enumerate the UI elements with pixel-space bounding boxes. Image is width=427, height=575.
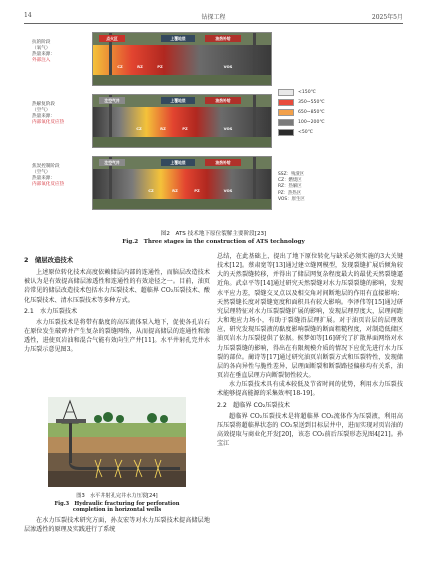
right-column xyxy=(217,252,403,448)
stage-label-1 xyxy=(32,40,90,64)
heat-box: 油热补给 xyxy=(205,159,241,166)
figure-2-caption-en: Fig.2 Three stages in the construction of ATS technology xyxy=(122,239,305,245)
production-well xyxy=(253,33,256,75)
base-layer xyxy=(93,75,271,86)
figure-3-caption-en-line1: Fig.3 Hydraulic fracturing for perforation xyxy=(54,501,180,507)
reservoir-layer xyxy=(93,45,271,75)
heat-box: 油热补给 xyxy=(205,97,241,104)
legend-swatch xyxy=(278,109,294,116)
header-rule xyxy=(24,23,403,24)
figure-3-caption-cn: 图3 水平井射孔完井水力压裂[24] xyxy=(76,493,158,499)
legend-row xyxy=(278,118,378,127)
cz-label: CZ xyxy=(136,126,142,131)
legend-row xyxy=(278,128,378,137)
stage-2-gas: （空气） xyxy=(32,108,51,113)
journal-name: 钻探工程 xyxy=(201,14,226,21)
cz-label: CZ xyxy=(117,64,123,69)
stage-3-diagram xyxy=(92,156,272,210)
zone-legend-item: CZ：燃烧区 xyxy=(278,178,302,184)
legend-label: 100~200℃ xyxy=(298,120,325,125)
boundary-box: 上覆地层 xyxy=(161,35,195,42)
legend-swatch xyxy=(278,129,294,136)
paragraph: 水力压裂技术具有成本较低及节省时间的优势，利用水力压裂技术能够提高能源的采集效率[18-19]。 xyxy=(217,381,403,398)
stage-2-title: 热解复阶段 xyxy=(32,102,55,107)
zone-legend-item: RZ：热解区 xyxy=(278,184,302,190)
stage-3-source: 内部氧化反应热 xyxy=(32,182,65,187)
stage-1-gas: （氧气） xyxy=(32,46,51,51)
temperature-legend xyxy=(278,88,378,138)
section-heading: 2 储层改造技术 xyxy=(24,256,74,264)
injection-box: 注空气井 xyxy=(99,97,125,104)
pz-label: PZ xyxy=(182,126,188,131)
paragraph: 超临界 CO₂压裂技术是将超临界 CO₂流体作为压裂液，利用高压压裂将超临界状态的 CO₂泵送到目标层井中，进而实现对页岩油的高效提取与商业化开发[20]，该态 CO₂前后压裂形态见图4[21]。孙宝江 xyxy=(217,412,403,448)
pz-label: PZ xyxy=(157,64,163,69)
legend-label: 350~550℃ xyxy=(298,100,325,105)
zone-legend-item: PZ：热热区 xyxy=(278,190,302,196)
figure-3-caption-en-line2: completion in horizontal wells xyxy=(72,507,162,513)
boundary-box: 上覆地层 xyxy=(161,97,195,104)
stage-2-diagram xyxy=(92,94,272,148)
zone-legend-item: VOS：原生区 xyxy=(278,196,305,202)
base-layer xyxy=(93,199,271,210)
figure-2 xyxy=(32,30,394,222)
legend-swatch xyxy=(278,99,294,106)
legend-swatch xyxy=(278,119,294,126)
stage-3-gas: （空气） xyxy=(32,170,51,175)
reservoir-layer xyxy=(93,107,271,137)
rz-label: RZ xyxy=(160,126,166,131)
rz-label: RZ xyxy=(172,188,178,193)
zone-legend-item: SSZ：残渣区 xyxy=(278,172,305,177)
legend-row xyxy=(278,108,378,117)
stage-3-title: 焦炭控制阶段 xyxy=(32,164,60,169)
stage-label-2 xyxy=(32,102,90,126)
stage-label-3 xyxy=(32,164,90,188)
rz-label: RZ xyxy=(137,64,143,69)
heat-box: 油热补给 xyxy=(205,35,241,42)
stage-1-source-label: 热量来源： xyxy=(32,52,55,57)
vos-label: VOS xyxy=(223,64,233,69)
stage-1-title: 抗的阶段 xyxy=(32,40,51,45)
zone-legend xyxy=(278,172,378,203)
pz-label: PZ xyxy=(194,188,200,193)
issue-date: 2025年5月 xyxy=(371,14,403,21)
vos-label: VOS xyxy=(223,188,233,193)
boundary-box: 上覆地层 xyxy=(161,159,195,166)
production-well xyxy=(253,95,256,137)
stage-1-source: 外部注入 xyxy=(32,58,51,63)
subsection-heading: 2.2 超临界 CO₂压裂技术 xyxy=(217,401,290,409)
legend-label: 650~850℃ xyxy=(298,110,325,115)
reservoir-layer xyxy=(93,169,271,199)
cz-label: CZ xyxy=(148,188,154,193)
injection-box: 注空气井 xyxy=(99,159,125,166)
base-layer xyxy=(93,137,271,148)
figure-2-caption-cn: 图2 ATS 技术地下原位裂解主要阶段[23] xyxy=(160,231,267,237)
paragraph: 上述原位转化技术高度依赖储层内部的连通性，而脑层改造技术被认为是有效提高储层渗透性和连通性的有效途径之一。目前，油页岩常见的储层改造技术包括水力压裂技术、超临界 CO₂压裂技术、酸化压裂技术、清水压裂技术等多种方式。 xyxy=(24,269,210,304)
vos-label: VOS xyxy=(223,126,233,131)
legend-label: <150℃ xyxy=(298,90,316,95)
stage-2-source-label: 热量来源： xyxy=(32,114,55,119)
left-column-bottom xyxy=(24,516,210,534)
paragraph: 总结，在此基础上，提出了地下原位转化与缺采必须实施的3大关键技术[12]。蔡肃宽等[13]通过建立缝网模型，发现裂缝扩展后倾角较大的天然裂缝转移，并得出了储层网复杂程度最大的最优天然裂缝逼近角。武卓平等[14]通过研究天然裂缝对水力压裂裂缝的影响，发现水平应力差，裂缝交叉点以及相交角对间断地层的作用有直接影响；天然裂缝长度对裂缝宽度和面积具有较大影响。李泽伟等[15]通过研究层理特征对水力压裂裂缝扩展的影响，发现层理厚度大，层理间距大和地应力场小，有助于裂缝沿层理扩展。对于油页岩层的层理效应，研究发现压裂液的黏度影响裂缝的断面粗糙程度，对制造低储区油页岩水力压裂提供了依据。候梦如等[16]研究了扩散界面网络对水力压裂裂缝的影响，得出在有限规模介质的情况下应优先进行水力压裂的部位。蔺诗等[17]通过研究油页岩断裂方式和压裂特性，发现储层的各向异性与脆性差异，层理面断裂和断裂路径偏移均有关系，油页岩在垂直层理方向断裂韧性较大。 xyxy=(217,253,403,380)
legend-row xyxy=(278,98,378,107)
left-column xyxy=(24,254,210,355)
figure-3-illustration xyxy=(48,397,186,487)
stage-1-diagram xyxy=(92,32,272,86)
page-number: 14 xyxy=(24,12,32,19)
subsection-heading: 2.1 水力压裂技术 xyxy=(24,307,78,315)
legend-row xyxy=(278,88,378,97)
stage-2-source: 内部氧化反应热 xyxy=(32,120,65,125)
stage-3-source-label: 热量来源： xyxy=(32,176,55,181)
paragraph: 在水力压裂技术研究方面，孙友宏等对水力压裂技术提高储层地层渗透性的原理及实践进行了系统 xyxy=(24,517,210,534)
legend-label: <50℃ xyxy=(298,130,313,135)
paragraph: 水力压裂技术是将带有黏度的高压流体泵入地下，促使各孔岩石在原位发生破碎并产生复杂的裂缝网络，从而提高储层的连通性和渗透性，进使页岩油和混合气能有效向生产井[11]。水平井射孔完井水力压裂示意见图3。 xyxy=(24,318,210,354)
production-well xyxy=(253,157,256,199)
ignition-box: 点火区 xyxy=(99,35,125,42)
legend-swatch xyxy=(278,89,294,96)
